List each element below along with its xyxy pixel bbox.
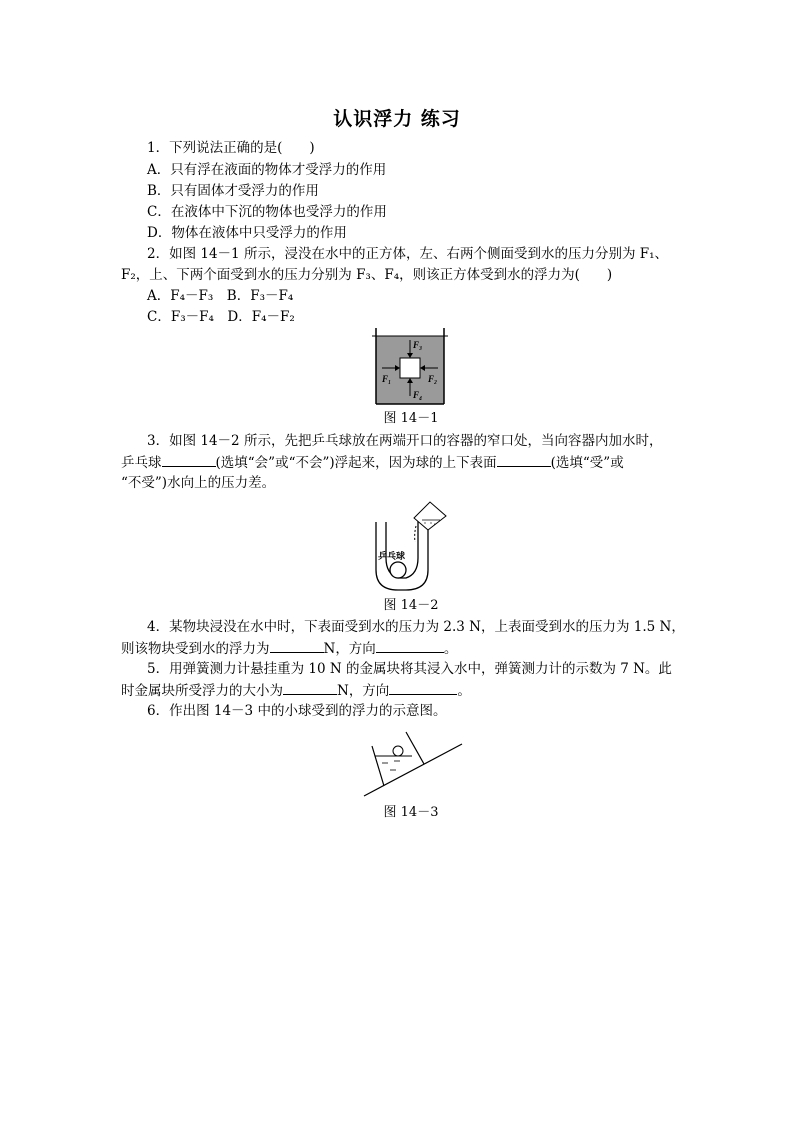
q3-line3: “不受”)水向上的压力差。: [121, 475, 276, 491]
q4-line1: 4．某物块浸没在水中时，下表面受到水的压力为 2.3 N，上表面受到水的压力为 1.5 N，: [147, 619, 685, 635]
q2-options-ab: A．F₄－F₃ B．F₃－F₄: [147, 288, 294, 304]
q3-line2: [121, 452, 624, 473]
label-f1: F₁: [382, 374, 392, 384]
q1-option-b: B．只有固体才受浮力的作用: [147, 183, 319, 199]
q5-line2-a: 时金属块所受浮力的大小为: [121, 683, 283, 699]
q4-line2-c: 。: [443, 641, 458, 657]
q2-options-cd: C．F₃－F₄ D．F₄－F₂: [147, 309, 295, 325]
q1-option-c: C．在液体中下沉的物体也受浮力的作用: [147, 204, 387, 220]
q5-line1: 5．用弹簧测力计悬挂重为 10 N 的金属块将其浸入水中，弹簧测力计的示数为 7 N。此: [147, 661, 672, 677]
q1-option-d: D．物体在液体中只受浮力的作用: [147, 225, 347, 241]
label-f4: F₄: [413, 390, 423, 400]
q2-line2: F₂，上、下两个面受到水的压力分别为 F₃、F₄，则该正方体受到水的浮力为( ): [121, 267, 613, 283]
q6-line1: 6．作出图 14－3 中的小球受到的浮力的示意图。: [147, 703, 447, 719]
q1-stem: 1．下列说法正确的是( ): [147, 140, 315, 156]
label-pingpong: 乒乓球: [378, 552, 406, 562]
q3-blank-2[interactable]: [497, 452, 551, 467]
q4-blank-1[interactable]: [270, 638, 324, 653]
q3-line2-c: (选填“受”或: [550, 455, 624, 471]
q3-blank-1[interactable]: [162, 452, 216, 467]
q5-blank-2[interactable]: [389, 680, 457, 695]
figure-14-1: [372, 326, 448, 408]
q5-line2: [121, 680, 471, 701]
q5-line2-c: 。: [457, 683, 471, 699]
q5-blank-1[interactable]: [283, 680, 337, 695]
q1-option-a: A．只有浮在液面的物体才受浮力的作用: [147, 162, 387, 178]
q4-line2: [121, 638, 457, 659]
label-f3: F₃: [413, 340, 423, 350]
q3-line2-a: 乒乓球: [121, 455, 162, 471]
figure-14-1-caption: 图 14－1: [383, 411, 439, 426]
figure-14-3: [362, 728, 464, 798]
q4-line2-a: 则该物块受到水的浮力为: [121, 641, 270, 657]
figure-14-2-caption: 图 14－2: [383, 598, 439, 613]
q4-line2-b: N，方向: [323, 641, 376, 657]
q4-blank-2[interactable]: [376, 638, 444, 653]
q3-line2-b: (选填“会”或“不会”)浮起来，因为球的上下表面: [215, 455, 497, 471]
figure-14-2: [372, 500, 452, 592]
page-title: 认识浮力 练习: [333, 108, 461, 130]
figure-14-3-caption: 图 14－3: [383, 805, 439, 820]
q5-line2-b: N，方向: [337, 683, 390, 699]
label-f2: F₂: [428, 374, 438, 384]
q2-line1: 2．如图 14－1 所示，浸没在水中的正方体，左、右两个侧面受到水的压力分别为 F₁、: [147, 246, 669, 262]
q3-line1: 3．如图 14－2 所示，先把乒乓球放在两端开口的容器的窄口处，当向容器内加水时，: [147, 433, 663, 449]
